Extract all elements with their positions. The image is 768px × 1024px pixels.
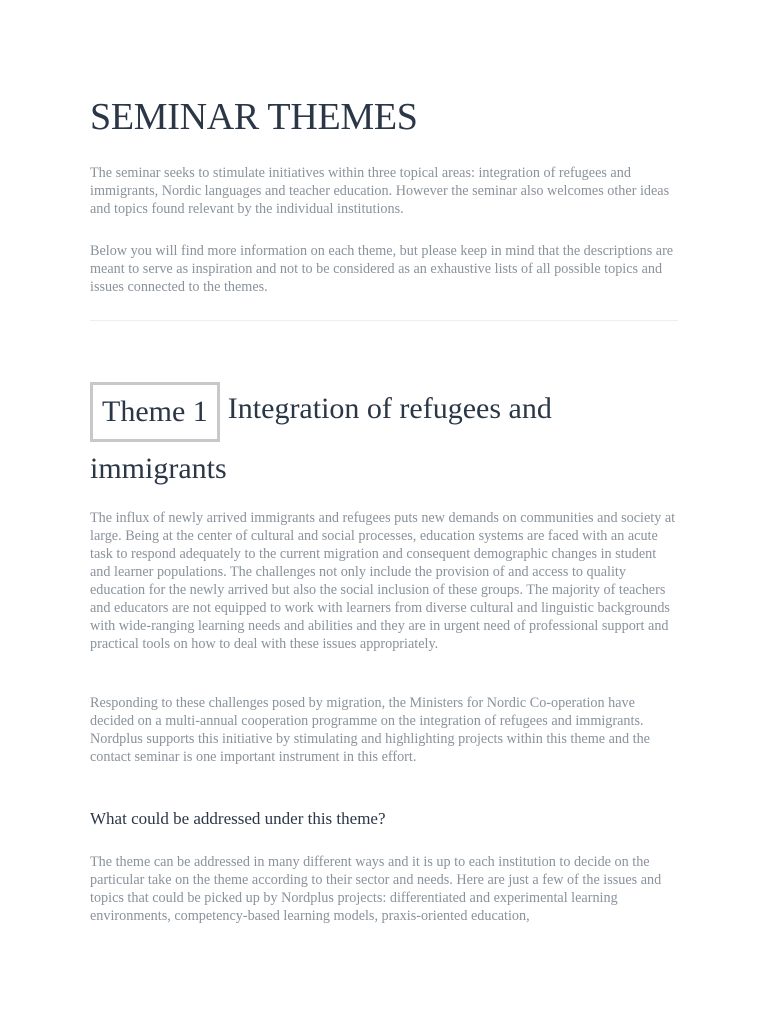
intro-paragraph-1: The seminar seeks to stimulate initiatives within three topical areas: integration of refugees and immigrants, Nordic languages and teacher education. However the seminar also welcomes other ideas and topics found relevant by the individual institutions. bbox=[90, 165, 670, 217]
theme-1-paragraph-1: The influx of newly arrived immigrants and refugees puts new demands on communities and society at large. Being at the center of cultural and social processes, education systems are faced with an acute task to respond adequately to the current migration and consequent demographic changes in student and learner populations. The challenges not only include the provision of and access to quality education for the newly arrived but also the social inclusion of these groups. The majority of teachers and educators are not equipped to work with learners from diverse cultural and linguistic backgrounds with wide-ranging learning needs and abilities and they are in urgent need of professional support and practical tools on how to deal with these issues appropriately. bbox=[90, 510, 676, 652]
theme-1-label-box: Theme 1 bbox=[90, 382, 220, 442]
theme-1-subheading: What could be addressed under this theme? bbox=[90, 809, 386, 828]
theme-1-heading bbox=[90, 382, 680, 495]
section-divider bbox=[90, 320, 678, 321]
theme-1-paragraph-2: Responding to these challenges posed by migration, the Ministers for Nordic Co-operation have decided on a multi-annual cooperation programme on the integration of refugees and immigrants. Nordplus supports this initiative by stimulating and highlighting projects within this theme and the contact seminar is one important instrument in this effort. bbox=[90, 695, 650, 765]
page-title: SEMINAR THEMES bbox=[90, 96, 418, 138]
theme-1-title: Integration of refugees and immigrants bbox=[90, 392, 552, 485]
intro-paragraph-2: Below you will find more information on each theme, but please keep in mind that the descriptions are meant to serve as inspiration and not to be considered as an exhaustive lists of all possible topics and issues connected to the themes. bbox=[90, 243, 674, 295]
theme-1-sub-paragraph: The theme can be addressed in many different ways and it is up to each institution to decide on the particular take on the theme according to their sector and needs. Here are just a few of the issues and topics that could be picked up by Nordplus projects: differentiated and experimental learning environments, competency-based learning models, praxis-oriented education, bbox=[90, 854, 662, 924]
